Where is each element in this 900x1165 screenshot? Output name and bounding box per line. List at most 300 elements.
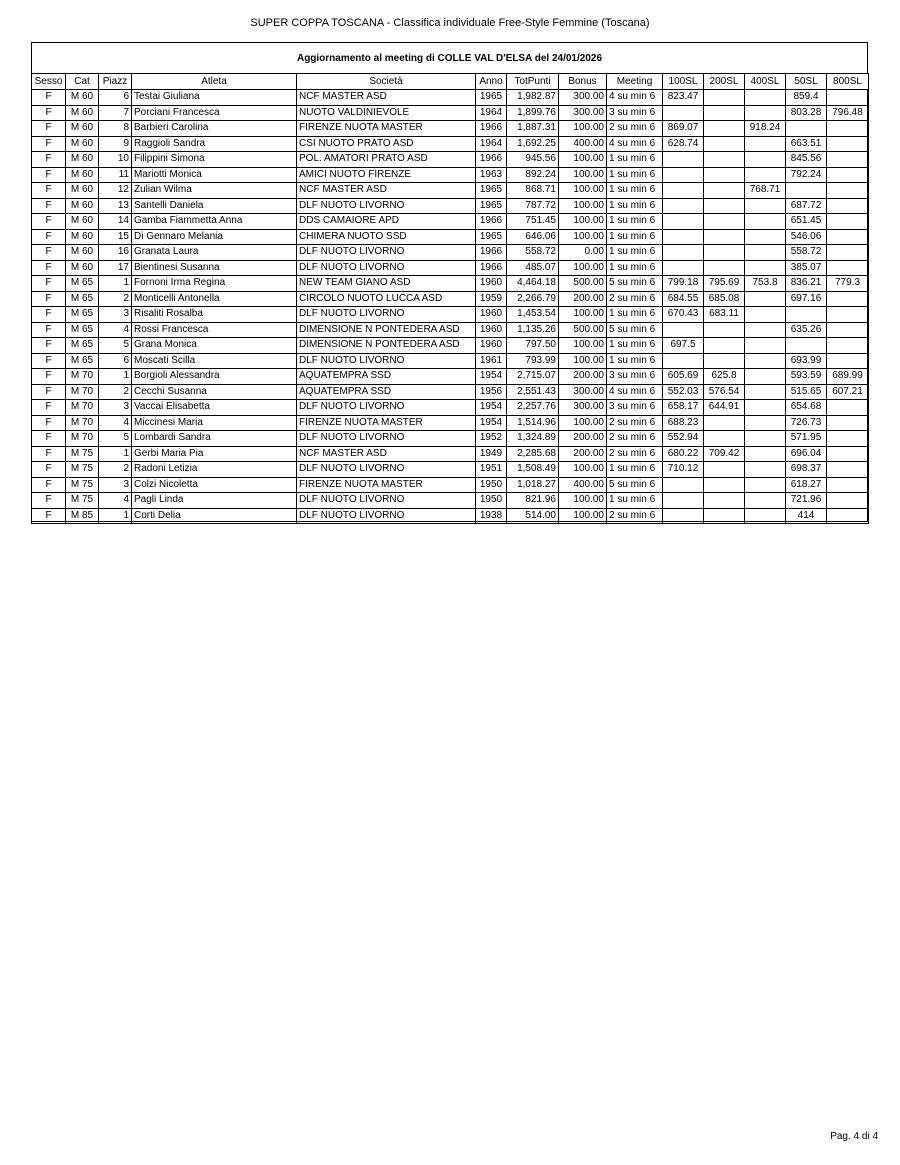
cell-50sl: 845.56 [786, 152, 827, 168]
cell-meeting: 2 su min 6 [607, 415, 663, 431]
cell-bonus: 100.00 [559, 353, 607, 369]
cell-800sl [827, 229, 869, 245]
cell-800sl [827, 245, 869, 261]
cell-800sl [827, 214, 869, 230]
cell-bonus: 100.00 [559, 508, 607, 524]
cell-100sl [663, 105, 704, 121]
cell-societa: NEW TEAM GIANO ASD [297, 276, 476, 292]
cell-50sl: 803.28 [786, 105, 827, 121]
cell-400sl [745, 291, 786, 307]
table-row [32, 446, 869, 462]
cell-anno: 1966 [476, 260, 507, 276]
column-header-meeting: Meeting [607, 74, 663, 90]
cell-anno: 1960 [476, 307, 507, 323]
cell-anno: 1965 [476, 183, 507, 199]
cell-cat: M 75 [66, 477, 99, 493]
cell-totpunti: 751.45 [507, 214, 559, 230]
document-title: SUPER COPPA TOSCANA - Classifica individuale Free-Style Femmine (Toscana) [250, 17, 650, 29]
cell-atleta: Santelli Daniela [132, 198, 297, 214]
cell-400sl [745, 167, 786, 183]
cell-meeting: 2 su min 6 [607, 291, 663, 307]
cell-atleta: Testai Giuliana [132, 90, 297, 106]
cell-800sl [827, 198, 869, 214]
cell-50sl: 571.95 [786, 431, 827, 447]
cell-200sl [704, 260, 745, 276]
table-row [32, 90, 869, 106]
cell-anno: 1960 [476, 276, 507, 292]
cell-sesso: F [32, 384, 66, 400]
cell-societa: NCF MASTER ASD [297, 183, 476, 199]
table-row [32, 400, 869, 416]
cell-50sl: 697.16 [786, 291, 827, 307]
cell-sesso: F [32, 121, 66, 137]
cell-sesso: F [32, 105, 66, 121]
cell-piazz: 2 [99, 291, 132, 307]
cell-totpunti: 1,324.89 [507, 431, 559, 447]
results-frame [31, 42, 868, 522]
table-row [32, 214, 869, 230]
cell-bonus: 400.00 [559, 136, 607, 152]
cell-100sl: 688.23 [663, 415, 704, 431]
cell-sesso: F [32, 136, 66, 152]
cell-bonus: 100.00 [559, 493, 607, 509]
cell-totpunti: 2,266.79 [507, 291, 559, 307]
cell-sesso: F [32, 508, 66, 524]
cell-100sl [663, 152, 704, 168]
cell-meeting: 1 su min 6 [607, 229, 663, 245]
cell-meeting: 4 su min 6 [607, 384, 663, 400]
cell-800sl [827, 307, 869, 323]
cell-societa: NUOTO VALDINIEVOLE [297, 105, 476, 121]
cell-atleta: Risaliti Rosalba [132, 307, 297, 323]
cell-50sl: 696.04 [786, 446, 827, 462]
cell-cat: M 65 [66, 338, 99, 354]
cell-400sl [745, 462, 786, 478]
cell-totpunti: 892.24 [507, 167, 559, 183]
cell-atleta: Barbieri Carolina [132, 121, 297, 137]
cell-totpunti: 1,453.54 [507, 307, 559, 323]
cell-50sl: 546.06 [786, 229, 827, 245]
cell-800sl [827, 121, 869, 137]
cell-sesso: F [32, 415, 66, 431]
cell-atleta: Mariotti Monica [132, 167, 297, 183]
cell-anno: 1960 [476, 338, 507, 354]
cell-totpunti: 793.99 [507, 353, 559, 369]
cell-100sl: 823.47 [663, 90, 704, 106]
cell-societa: DLF NUOTO LIVORNO [297, 198, 476, 214]
cell-totpunti: 1,514.96 [507, 415, 559, 431]
cell-meeting: 1 su min 6 [607, 198, 663, 214]
cell-totpunti: 485.07 [507, 260, 559, 276]
table-row [32, 384, 869, 400]
cell-200sl: 625.8 [704, 369, 745, 385]
cell-800sl [827, 431, 869, 447]
cell-piazz: 6 [99, 90, 132, 106]
cell-200sl [704, 152, 745, 168]
cell-200sl [704, 338, 745, 354]
cell-200sl [704, 493, 745, 509]
cell-400sl [745, 384, 786, 400]
cell-cat: M 60 [66, 183, 99, 199]
cell-cat: M 65 [66, 276, 99, 292]
table-row [32, 229, 869, 245]
cell-totpunti: 2,285.68 [507, 446, 559, 462]
cell-400sl [745, 260, 786, 276]
cell-50sl: 593.59 [786, 369, 827, 385]
cell-anno: 1951 [476, 462, 507, 478]
cell-400sl [745, 493, 786, 509]
cell-sesso: F [32, 400, 66, 416]
cell-800sl [827, 462, 869, 478]
cell-800sl [827, 446, 869, 462]
cell-piazz: 5 [99, 338, 132, 354]
cell-anno: 1938 [476, 508, 507, 524]
table-row [32, 462, 869, 478]
cell-bonus: 500.00 [559, 322, 607, 338]
table-row [32, 431, 869, 447]
table-row [32, 167, 869, 183]
cell-sesso: F [32, 338, 66, 354]
cell-societa: DLF NUOTO LIVORNO [297, 260, 476, 276]
cell-totpunti: 945.56 [507, 152, 559, 168]
cell-50sl: 651.45 [786, 214, 827, 230]
cell-100sl [663, 493, 704, 509]
cell-800sl [827, 90, 869, 106]
cell-meeting: 3 su min 6 [607, 105, 663, 121]
cell-anno: 1965 [476, 90, 507, 106]
cell-50sl: 721.96 [786, 493, 827, 509]
cell-totpunti: 2,257.76 [507, 400, 559, 416]
cell-800sl: 689.99 [827, 369, 869, 385]
column-header-anno: Anno [476, 74, 507, 90]
cell-anno: 1950 [476, 493, 507, 509]
cell-anno: 1959 [476, 291, 507, 307]
cell-100sl [663, 198, 704, 214]
cell-400sl [745, 477, 786, 493]
cell-bonus: 300.00 [559, 400, 607, 416]
cell-cat: M 60 [66, 167, 99, 183]
cell-atleta: Filippini Simona [132, 152, 297, 168]
cell-meeting: 1 su min 6 [607, 493, 663, 509]
cell-atleta: Gamba Fiammetta Anna [132, 214, 297, 230]
cell-50sl: 792.24 [786, 167, 827, 183]
cell-atleta: Raggioli Sandra [132, 136, 297, 152]
cell-piazz: 11 [99, 167, 132, 183]
cell-400sl [745, 508, 786, 524]
cell-cat: M 75 [66, 493, 99, 509]
cell-piazz: 13 [99, 198, 132, 214]
cell-piazz: 4 [99, 415, 132, 431]
cell-800sl: 607.21 [827, 384, 869, 400]
cell-800sl [827, 508, 869, 524]
cell-50sl: 385.07 [786, 260, 827, 276]
cell-meeting: 1 su min 6 [607, 353, 663, 369]
cell-totpunti: 1,899.76 [507, 105, 559, 121]
cell-cat: M 60 [66, 198, 99, 214]
cell-piazz: 15 [99, 229, 132, 245]
column-header-totpunti: TotPunti [507, 74, 559, 90]
cell-anno: 1965 [476, 198, 507, 214]
cell-800sl [827, 400, 869, 416]
table-row [32, 245, 869, 261]
cell-50sl: 414 [786, 508, 827, 524]
cell-piazz: 6 [99, 353, 132, 369]
column-header-800sl: 800SL [827, 74, 869, 90]
cell-atleta: Fornoni Irma Regina [132, 276, 297, 292]
cell-societa: NCF MASTER ASD [297, 446, 476, 462]
cell-100sl [663, 353, 704, 369]
cell-cat: M 70 [66, 415, 99, 431]
column-header-sesso: Sesso [32, 74, 66, 90]
cell-societa: CHIMERA NUOTO SSD [297, 229, 476, 245]
cell-sesso: F [32, 276, 66, 292]
cell-atleta: Monticelli Antonella [132, 291, 297, 307]
cell-800sl [827, 338, 869, 354]
cell-meeting: 2 su min 6 [607, 446, 663, 462]
cell-200sl [704, 353, 745, 369]
cell-piazz: 1 [99, 369, 132, 385]
cell-bonus: 200.00 [559, 291, 607, 307]
cell-50sl: 618.27 [786, 477, 827, 493]
cell-cat: M 70 [66, 400, 99, 416]
cell-cat: M 85 [66, 508, 99, 524]
cell-50sl: 836.21 [786, 276, 827, 292]
cell-totpunti: 868.71 [507, 183, 559, 199]
cell-200sl: 709.42 [704, 446, 745, 462]
cell-200sl: 795.69 [704, 276, 745, 292]
table-row [32, 307, 869, 323]
cell-societa: DLF NUOTO LIVORNO [297, 508, 476, 524]
cell-totpunti: 1,018.27 [507, 477, 559, 493]
cell-societa: FIRENZE NUOTA MASTER [297, 415, 476, 431]
cell-200sl [704, 214, 745, 230]
cell-sesso: F [32, 152, 66, 168]
cell-cat: M 60 [66, 229, 99, 245]
cell-bonus: 100.00 [559, 462, 607, 478]
cell-societa: AMICI NUOTO FIRENZE [297, 167, 476, 183]
cell-sesso: F [32, 183, 66, 199]
column-header-atleta: Atleta [132, 74, 297, 90]
cell-cat: M 70 [66, 369, 99, 385]
cell-cat: M 65 [66, 322, 99, 338]
cell-100sl [663, 245, 704, 261]
column-header-piazz: Piazz [99, 74, 132, 90]
cell-societa: DIMENSIONE N PONTEDERA ASD [297, 322, 476, 338]
cell-cat: M 75 [66, 462, 99, 478]
cell-50sl: 558.72 [786, 245, 827, 261]
cell-cat: M 60 [66, 136, 99, 152]
cell-societa: NCF MASTER ASD [297, 90, 476, 106]
cell-meeting: 3 su min 6 [607, 400, 663, 416]
cell-societa: FIRENZE NUOTA MASTER [297, 121, 476, 137]
cell-200sl [704, 105, 745, 121]
cell-piazz: 12 [99, 183, 132, 199]
cell-100sl: 552.03 [663, 384, 704, 400]
cell-societa: DLF NUOTO LIVORNO [297, 307, 476, 323]
cell-atleta: Moscati Scilla [132, 353, 297, 369]
cell-meeting: 1 su min 6 [607, 167, 663, 183]
cell-anno: 1963 [476, 167, 507, 183]
cell-50sl: 698.37 [786, 462, 827, 478]
cell-bonus: 100.00 [559, 338, 607, 354]
cell-100sl: 658.17 [663, 400, 704, 416]
cell-sesso: F [32, 353, 66, 369]
cell-cat: M 60 [66, 260, 99, 276]
cell-meeting: 2 su min 6 [607, 121, 663, 137]
cell-atleta: Vaccai Elisabetta [132, 400, 297, 416]
cell-400sl: 918.24 [745, 121, 786, 137]
cell-bonus: 300.00 [559, 105, 607, 121]
cell-anno: 1950 [476, 477, 507, 493]
cell-sesso: F [32, 477, 66, 493]
table-row [32, 198, 869, 214]
cell-100sl: 710.12 [663, 462, 704, 478]
table-row [32, 183, 869, 199]
cell-piazz: 1 [99, 276, 132, 292]
cell-anno: 1966 [476, 121, 507, 137]
cell-piazz: 4 [99, 493, 132, 509]
cell-100sl: 680.22 [663, 446, 704, 462]
cell-cat: M 65 [66, 353, 99, 369]
cell-bonus: 100.00 [559, 121, 607, 137]
cell-100sl [663, 477, 704, 493]
cell-anno: 1964 [476, 136, 507, 152]
cell-100sl [663, 214, 704, 230]
cell-piazz: 7 [99, 105, 132, 121]
cell-bonus: 200.00 [559, 431, 607, 447]
table-row [32, 415, 869, 431]
cell-atleta: Gerbi Maria Pia [132, 446, 297, 462]
cell-400sl [745, 229, 786, 245]
table-row [32, 152, 869, 168]
cell-200sl: 644.91 [704, 400, 745, 416]
cell-atleta: Bientinesi Susanna [132, 260, 297, 276]
cell-sesso: F [32, 90, 66, 106]
cell-sesso: F [32, 446, 66, 462]
cell-bonus: 100.00 [559, 214, 607, 230]
cell-piazz: 17 [99, 260, 132, 276]
cell-100sl: 697.5 [663, 338, 704, 354]
cell-societa: POL. AMATORI PRATO ASD [297, 152, 476, 168]
cell-anno: 1954 [476, 400, 507, 416]
column-header-50sl: 50SL [786, 74, 827, 90]
cell-atleta: Corti Delia [132, 508, 297, 524]
cell-50sl: 663.51 [786, 136, 827, 152]
cell-totpunti: 1,508.49 [507, 462, 559, 478]
cell-cat: M 70 [66, 384, 99, 400]
cell-50sl: 693.99 [786, 353, 827, 369]
cell-anno: 1964 [476, 105, 507, 121]
cell-piazz: 2 [99, 462, 132, 478]
table-row [32, 508, 869, 524]
cell-totpunti: 514.00 [507, 508, 559, 524]
cell-sesso: F [32, 369, 66, 385]
cell-totpunti: 558.72 [507, 245, 559, 261]
cell-piazz: 3 [99, 400, 132, 416]
cell-cat: M 75 [66, 446, 99, 462]
cell-800sl [827, 415, 869, 431]
column-header-bonus: Bonus [559, 74, 607, 90]
cell-400sl [745, 245, 786, 261]
cell-totpunti: 1,982.87 [507, 90, 559, 106]
cell-50sl: 859.4 [786, 90, 827, 106]
cell-societa: DLF NUOTO LIVORNO [297, 400, 476, 416]
cell-400sl: 768.71 [745, 183, 786, 199]
cell-400sl [745, 90, 786, 106]
cell-totpunti: 2,715.07 [507, 369, 559, 385]
cell-400sl [745, 307, 786, 323]
cell-bonus: 100.00 [559, 415, 607, 431]
cell-societa: DLF NUOTO LIVORNO [297, 245, 476, 261]
cell-400sl [745, 400, 786, 416]
results-subtitle: Aggiornamento al meeting di COLLE VAL D'ELSA del 24/01/2026 [296, 53, 603, 64]
cell-atleta: Zulian Wilma [132, 183, 297, 199]
cell-200sl [704, 245, 745, 261]
cell-800sl [827, 477, 869, 493]
cell-piazz: 14 [99, 214, 132, 230]
cell-bonus: 300.00 [559, 90, 607, 106]
cell-400sl [745, 105, 786, 121]
results-table [31, 73, 869, 524]
table-row [32, 291, 869, 307]
cell-anno: 1949 [476, 446, 507, 462]
cell-meeting: 1 su min 6 [607, 214, 663, 230]
cell-totpunti: 4,464.18 [507, 276, 559, 292]
cell-societa: AQUATEMPRA SSD [297, 384, 476, 400]
cell-sesso: F [32, 245, 66, 261]
cell-sesso: F [32, 291, 66, 307]
cell-anno: 1960 [476, 322, 507, 338]
cell-bonus: 200.00 [559, 369, 607, 385]
cell-bonus: 300.00 [559, 384, 607, 400]
cell-sesso: F [32, 307, 66, 323]
cell-400sl [745, 198, 786, 214]
cell-800sl [827, 322, 869, 338]
table-row [32, 338, 869, 354]
cell-200sl: 685.08 [704, 291, 745, 307]
table-row [32, 477, 869, 493]
cell-meeting: 1 su min 6 [607, 338, 663, 354]
cell-anno: 1954 [476, 369, 507, 385]
cell-400sl [745, 322, 786, 338]
cell-bonus: 100.00 [559, 198, 607, 214]
column-header-200sl: 200SL [704, 74, 745, 90]
cell-400sl [745, 415, 786, 431]
cell-meeting: 5 su min 6 [607, 477, 663, 493]
cell-50sl: 726.73 [786, 415, 827, 431]
cell-meeting: 1 su min 6 [607, 462, 663, 478]
cell-anno: 1952 [476, 431, 507, 447]
cell-societa: AQUATEMPRA SSD [297, 369, 476, 385]
cell-sesso: F [32, 260, 66, 276]
cell-50sl [786, 338, 827, 354]
cell-anno: 1965 [476, 229, 507, 245]
cell-meeting: 3 su min 6 [607, 369, 663, 385]
cell-bonus: 100.00 [559, 260, 607, 276]
cell-bonus: 200.00 [559, 446, 607, 462]
column-header-societa: Società [297, 74, 476, 90]
cell-cat: M 60 [66, 214, 99, 230]
cell-societa: DLF NUOTO LIVORNO [297, 431, 476, 447]
cell-totpunti: 797.50 [507, 338, 559, 354]
cell-meeting: 5 su min 6 [607, 322, 663, 338]
cell-totpunti: 1,135.26 [507, 322, 559, 338]
table-row [32, 322, 869, 338]
cell-800sl [827, 167, 869, 183]
cell-anno: 1966 [476, 245, 507, 261]
cell-50sl: 635.26 [786, 322, 827, 338]
cell-atleta: Granata Laura [132, 245, 297, 261]
